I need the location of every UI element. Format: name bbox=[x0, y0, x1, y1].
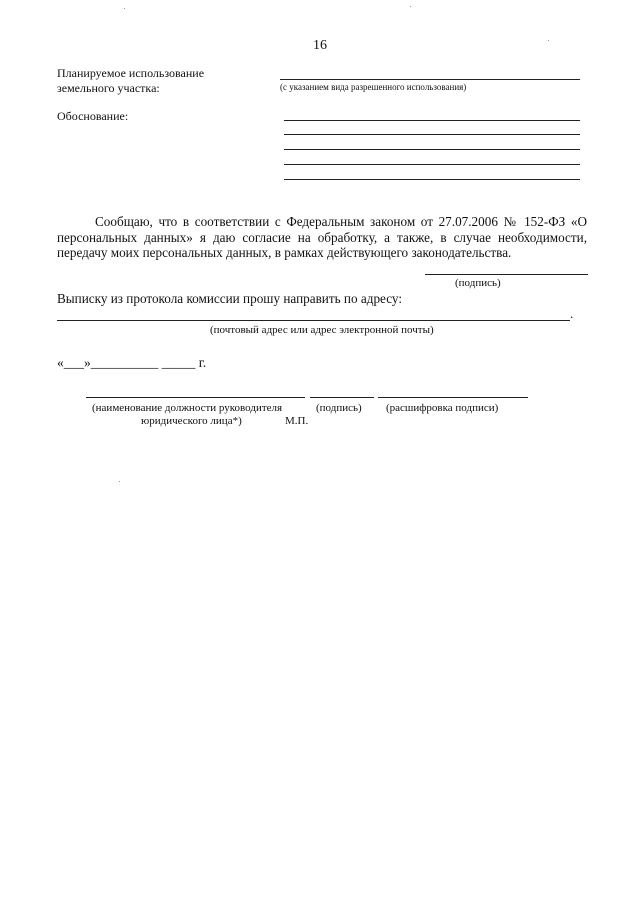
land-use-input-line[interactable] bbox=[280, 79, 580, 80]
justification-label: Обоснование: bbox=[57, 109, 129, 123]
decoding-hint: (расшифровка подписи) bbox=[386, 402, 499, 414]
consent-signature-line[interactable] bbox=[425, 274, 588, 275]
land-use-hint: (с указанием вида разрешенного использования) bbox=[280, 82, 467, 92]
page-number: 16 bbox=[313, 38, 327, 53]
signature-line[interactable] bbox=[310, 397, 374, 398]
address-input-line[interactable] bbox=[57, 320, 570, 321]
land-use-label-line1: Планируемое использование bbox=[57, 66, 205, 80]
position-line[interactable] bbox=[86, 397, 305, 398]
position-hint-line1: (наименование должности руководителя bbox=[92, 402, 283, 414]
consent-signature-hint: (подпись) bbox=[455, 277, 501, 289]
seal-label: М.П. bbox=[285, 415, 309, 427]
extract-label: Выписку из протокола комиссии прошу направить по адресу: bbox=[57, 291, 402, 306]
address-end-dot: . bbox=[570, 306, 574, 321]
land-use-label-line2: земельного участка: bbox=[57, 81, 160, 95]
date-field[interactable]: «___»__________ _____ г. bbox=[57, 355, 207, 370]
address-hint: (почтовый адрес или адрес электронной почты) bbox=[210, 324, 434, 336]
justification-line-3[interactable] bbox=[284, 149, 580, 150]
justification-line-4[interactable] bbox=[284, 164, 580, 165]
scan-speck bbox=[124, 8, 125, 9]
consent-paragraph: Сообщаю, что в соответствии с Федеральным законом от 27.07.2006 № 152-ФЗ «О персональных данных» я даю согласие на обработку, а также, в случае необходимости, передачу моих персональных данных, в рамках действующего законодательства. bbox=[57, 214, 587, 260]
scan-speck bbox=[119, 481, 120, 482]
scan-speck bbox=[548, 40, 549, 41]
scan-speck bbox=[410, 6, 411, 7]
position-hint-line2: юридического лица*) bbox=[141, 415, 242, 427]
justification-line-5[interactable] bbox=[284, 179, 580, 180]
signature-hint: (подпись) bbox=[316, 402, 362, 414]
justification-line-2[interactable] bbox=[284, 134, 580, 135]
decoding-line[interactable] bbox=[378, 397, 528, 398]
justification-line-1[interactable] bbox=[284, 120, 580, 121]
